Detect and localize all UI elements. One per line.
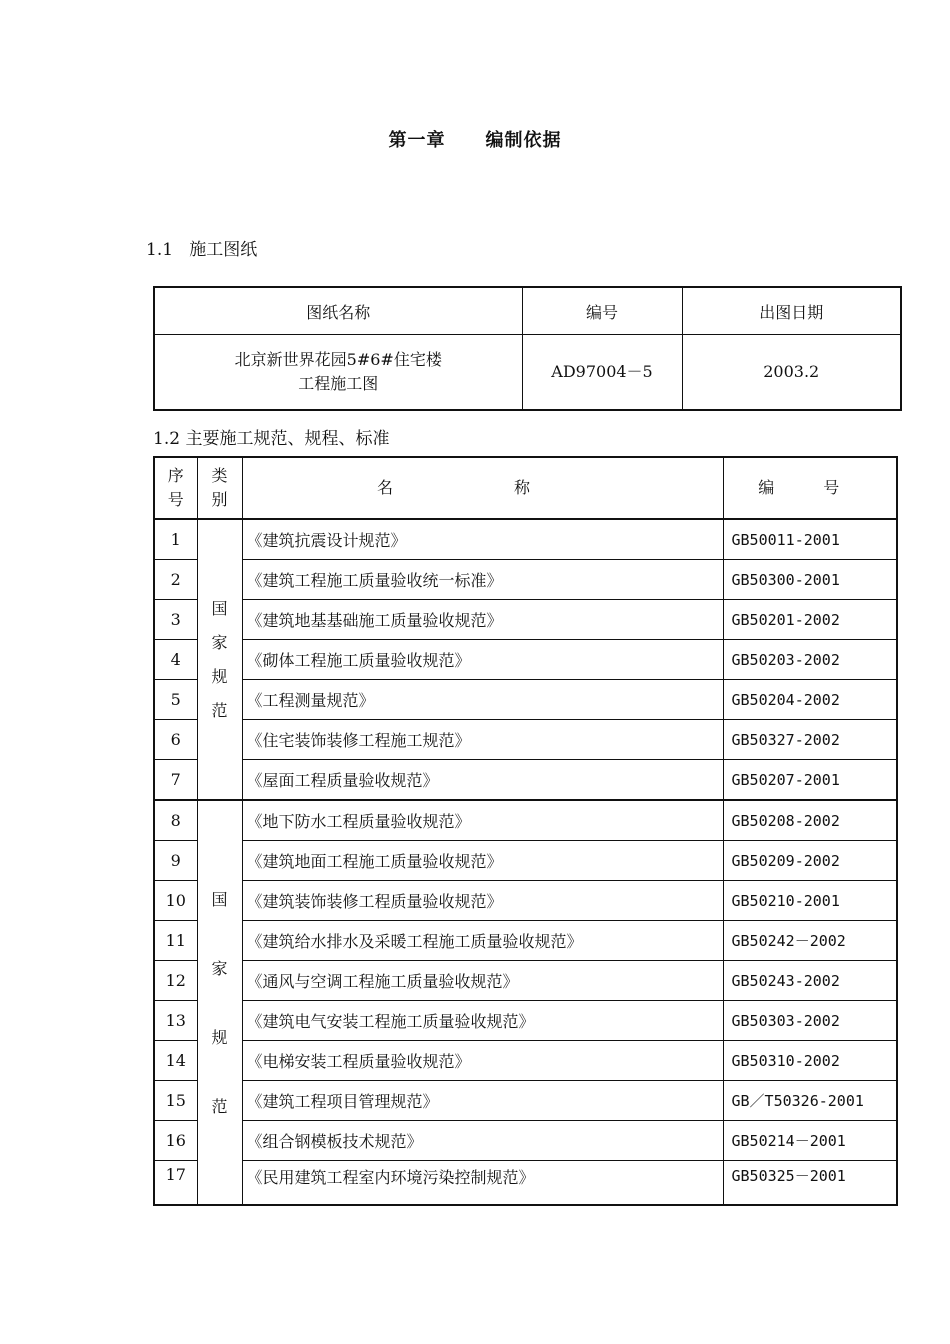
- category-char-2: 家: [211, 958, 228, 978]
- spec-code: GB50310-2002: [723, 1041, 897, 1081]
- spec-name: 《建筑抗震设计规范》: [242, 519, 723, 560]
- spec-code: GB50209-2002: [723, 841, 897, 881]
- spec-name: 《屋面工程质量验收规范》: [242, 760, 723, 801]
- row-number: 11: [154, 921, 197, 961]
- row-number: 12: [154, 961, 197, 1001]
- chapter-number: 第一章: [388, 130, 446, 151]
- spec-code: GB50208-2002: [723, 800, 897, 841]
- codes-table: [153, 456, 898, 1206]
- table-row: [154, 680, 897, 720]
- table-row: [154, 800, 897, 841]
- category-char-3: 规: [211, 666, 228, 686]
- spec-code: GB50303-2002: [723, 1001, 897, 1041]
- spec-name: 《建筑工程项目管理规范》: [242, 1081, 723, 1121]
- section-2-heading: 1.2 主要施工规范、规程、标准: [153, 429, 390, 449]
- table-row: [154, 720, 897, 760]
- spec-name: 《建筑地面工程施工质量验收规范》: [242, 841, 723, 881]
- category-cell-group1: [197, 519, 242, 800]
- category-char-4: 范: [211, 1096, 228, 1116]
- drawing-code: AD97004－5: [522, 335, 682, 411]
- category-cell-group2: [197, 800, 242, 1205]
- spec-code: GB50011-2001: [723, 519, 897, 560]
- spec-code: GB50204-2002: [723, 680, 897, 720]
- chapter-title: [0, 126, 950, 152]
- row-number: 3: [154, 600, 197, 640]
- spec-name: 《砌体工程施工质量验收规范》: [242, 640, 723, 680]
- chapter-heading: 编制依据: [485, 130, 562, 151]
- category-label-group1: [198, 592, 242, 728]
- drawings-table: [153, 286, 902, 411]
- row-number: 5: [154, 680, 197, 720]
- col-header-seq-line1: 序: [167, 466, 184, 485]
- table-row: [154, 1001, 897, 1041]
- drawing-name-line1: 北京新世界花园5#6#住宅楼: [234, 350, 442, 369]
- category-char-4: 范: [211, 700, 228, 720]
- row-number: 1: [154, 519, 197, 560]
- table-row: [154, 841, 897, 881]
- col-header-name: 名 称: [242, 457, 723, 519]
- category-label-group2: [198, 865, 242, 1141]
- spec-name: 《建筑地基基础施工质量验收规范》: [242, 600, 723, 640]
- row-number: 14: [154, 1041, 197, 1081]
- row-number: 16: [154, 1121, 197, 1161]
- table-row: [154, 560, 897, 600]
- table-row: [154, 1161, 897, 1206]
- table-row: [154, 519, 897, 560]
- col-header-code: 编 号: [723, 457, 897, 519]
- spec-code: GB50327-2002: [723, 720, 897, 760]
- spec-code: GB50201-2002: [723, 600, 897, 640]
- col-header-seq-line2: 号: [167, 490, 184, 509]
- col-header-drawing-name: 图纸名称: [154, 287, 522, 335]
- col-header-type: [197, 457, 242, 519]
- spec-name: 《通风与空调工程施工质量验收规范》: [242, 961, 723, 1001]
- spec-name: 《建筑工程施工质量验收统一标准》: [242, 560, 723, 600]
- row-number: 9: [154, 841, 197, 881]
- spec-name: 《电梯安装工程质量验收规范》: [242, 1041, 723, 1081]
- spec-code: GB50300-2001: [723, 560, 897, 600]
- row-number: 15: [154, 1081, 197, 1121]
- row-number: 7: [154, 760, 197, 801]
- table-row: [154, 1081, 897, 1121]
- spec-name: 《民用建筑工程室内环境污染控制规范》: [242, 1161, 723, 1206]
- category-char-3: 规: [211, 1027, 228, 1047]
- drawing-name-cell: [154, 335, 522, 411]
- drawing-date: 2003.2: [682, 335, 901, 411]
- spec-name: 《工程测量规范》: [242, 680, 723, 720]
- spec-code: GB50214－2001: [723, 1121, 897, 1161]
- table-row: [154, 640, 897, 680]
- table-row: [154, 760, 897, 801]
- table-row: [154, 600, 897, 640]
- spec-name: 《组合钢模板技术规范》: [242, 1121, 723, 1161]
- category-char-2: 家: [211, 632, 228, 652]
- spec-code: GB50207-2001: [723, 760, 897, 801]
- col-header-code: 编号: [522, 287, 682, 335]
- col-header-type-line2: 别: [211, 490, 228, 509]
- spec-code: GB50210-2001: [723, 881, 897, 921]
- spec-code: GB50242－2002: [723, 921, 897, 961]
- row-number: 8: [154, 800, 197, 841]
- category-char-1: 国: [211, 598, 228, 618]
- category-char-1: 国: [211, 889, 228, 909]
- row-number: 2: [154, 560, 197, 600]
- col-header-type-line1: 类: [211, 466, 228, 485]
- row-number: 4: [154, 640, 197, 680]
- row-number: 13: [154, 1001, 197, 1041]
- table-row: [154, 1041, 897, 1081]
- table-row: [154, 881, 897, 921]
- spec-name: 《建筑电气安装工程施工质量验收规范》: [242, 1001, 723, 1041]
- table-row: [154, 335, 901, 411]
- row-number: 6: [154, 720, 197, 760]
- spec-code: GB50325－2001: [723, 1161, 897, 1206]
- table-row: [154, 961, 897, 1001]
- spec-name: 《建筑装饰装修工程质量验收规范》: [242, 881, 723, 921]
- spec-code: GB50203-2002: [723, 640, 897, 680]
- section-1-heading: 1.1 施工图纸: [146, 240, 258, 260]
- drawing-name-line2: 工程施工图: [298, 374, 379, 393]
- row-number: 17: [154, 1161, 197, 1206]
- spec-code: GB／T50326-2001: [723, 1081, 897, 1121]
- col-header-seq: [154, 457, 197, 519]
- spec-code: GB50243-2002: [723, 961, 897, 1001]
- spec-name: 《住宅装饰装修工程施工规范》: [242, 720, 723, 760]
- table-row: [154, 1121, 897, 1161]
- spec-name: 《建筑给水排水及采暖工程施工质量验收规范》: [242, 921, 723, 961]
- spec-name: 《地下防水工程质量验收规范》: [242, 800, 723, 841]
- row-number: 10: [154, 881, 197, 921]
- table-row: [154, 921, 897, 961]
- col-header-date: 出图日期: [682, 287, 901, 335]
